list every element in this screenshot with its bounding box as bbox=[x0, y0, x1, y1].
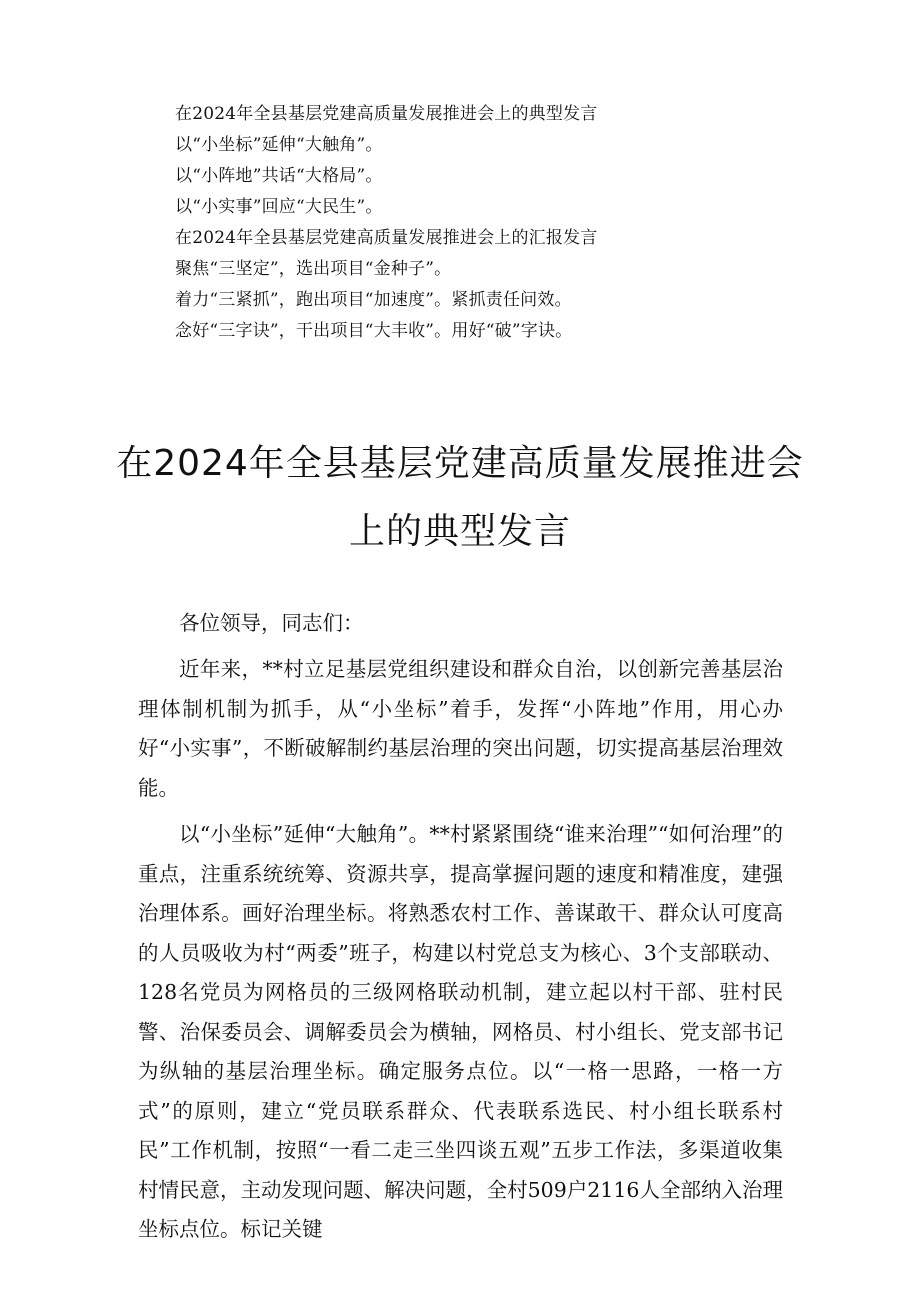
salutation: 各位领导，同志们： bbox=[179, 611, 364, 635]
toc-item: 在2024年全县基层党建高质量发展推进会上的典型发言 bbox=[175, 104, 598, 124]
title-line-1: 在2024年全县基层党建高质量发展推进会 bbox=[116, 443, 804, 484]
toc-item: 着力“三紧抓”，跑出项目“加速度”。紧抓责任问效。 bbox=[175, 290, 572, 310]
document-body bbox=[138, 604, 783, 1250]
body-paragraph: 以“小坐标”延伸“大触角”。**村紧紧围绕“谁来治理”“如何治理”的重点，注重系统统筹、资源共享，提高掌握问题的速度和精准度，建强治理体系。画好治理坐标。将熟悉农村工作、善谋敢干、群众认可度高的人员吸收为村“两委”班子，构建以村党总支为核心、3个支部联动、128名党员为网格员的三级网格联动机制，建立起以村干部、驻村民警、治保委员会、调解委员会为横轴，网格员、村小组长、党支部书记为纵轴的基层治理坐标。确定服务点位。以“一格一思路，一格一方式”的原则，建立“党员联系群众、代表联系选民、村小组长联系村民”工作机制，按照“一看二走三坐四谈五观”五步工作法，多渠道收集村情民意，主动发现问题、解决问题，全村509户2116人全部纳入治理坐标点位。标记关键 bbox=[138, 822, 783, 1241]
toc-item: 念好“三字诀”，干出项目“大丰收”。用好“破”字诀。 bbox=[175, 321, 573, 341]
document-title bbox=[60, 430, 860, 566]
toc-item: 在2024年全县基层党建高质量发展推进会上的汇报发言 bbox=[175, 228, 598, 248]
table-of-contents bbox=[175, 104, 875, 352]
title-line-2: 上的典型发言 bbox=[348, 511, 571, 552]
body-paragraph: 近年来，**村立足基层党组织建设和群众自治，以创新完善基层治理体制机制为抓手，从“小坐标”着手，发挥“小阵地”作用，用心办好“小实事”，不断破解制约基层治理的突出问题，切实提高基层治理效能。 bbox=[138, 657, 783, 800]
toc-item: 以“小坐标”延伸“大触角”。 bbox=[175, 135, 383, 155]
toc-item: 以“小实事”回应“大民生”。 bbox=[175, 197, 383, 217]
toc-item: 以“小阵地”共话“大格局”。 bbox=[175, 166, 383, 186]
toc-item: 聚焦“三坚定”，选出项目“金种子”。 bbox=[175, 259, 452, 279]
